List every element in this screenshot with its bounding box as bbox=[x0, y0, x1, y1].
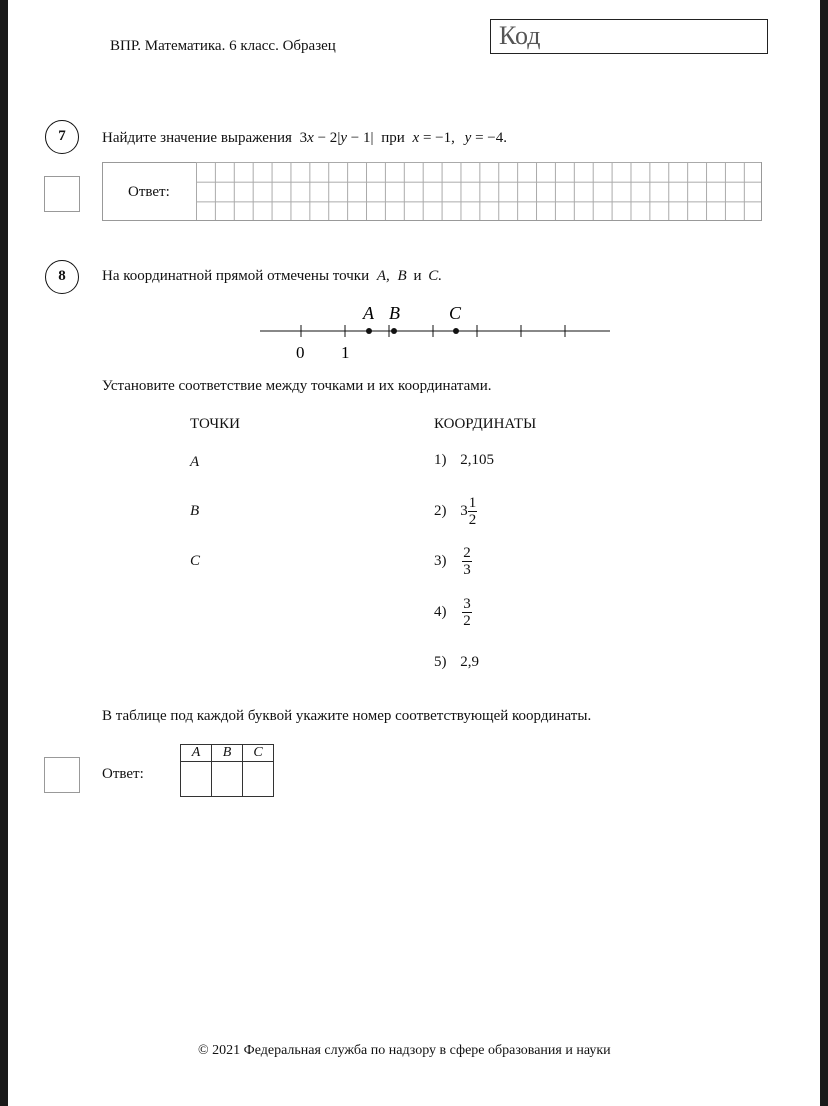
coord-number: 1) bbox=[434, 452, 447, 468]
label-one: 1 bbox=[341, 343, 350, 362]
footer-copyright: © 2021 Федеральная служба по надзору в сфере образования и науки bbox=[198, 1043, 611, 1058]
label-b: B bbox=[389, 303, 400, 323]
q8-point-c: C. bbox=[428, 268, 442, 284]
q7-x-value: = −1, bbox=[419, 130, 455, 146]
answer-cell-b[interactable] bbox=[212, 762, 243, 797]
q8-score-box[interactable] bbox=[44, 757, 80, 793]
q8-answer-table bbox=[180, 744, 274, 797]
point-b-dot bbox=[391, 328, 397, 334]
q8-and: и bbox=[413, 268, 422, 284]
point-item-a: A bbox=[190, 454, 200, 470]
coord-value: 2,105 bbox=[460, 452, 494, 468]
code-field[interactable]: Код bbox=[490, 19, 768, 54]
coord-number: 5) bbox=[434, 654, 447, 670]
answer-cell-a[interactable] bbox=[181, 762, 212, 797]
coord-item-4 bbox=[434, 596, 472, 629]
coord-number: 3) bbox=[434, 553, 447, 569]
q7-answer-label: Ответ: bbox=[128, 184, 170, 200]
expr-part: 3 bbox=[299, 130, 308, 146]
q7-pri: при bbox=[381, 130, 405, 146]
table-header-a: A bbox=[181, 745, 212, 762]
table-header-b: B bbox=[212, 745, 243, 762]
coords-header: КООРДИНАТЫ bbox=[434, 416, 537, 432]
number-line bbox=[248, 298, 618, 368]
expr-part: − 1 bbox=[347, 130, 371, 146]
question-number-8: 8 bbox=[45, 260, 79, 294]
fraction-numerator: 1 bbox=[468, 495, 477, 511]
q8-point-a: A, bbox=[376, 268, 390, 284]
coord-item-3 bbox=[434, 545, 472, 578]
point-item-c: C bbox=[190, 553, 201, 569]
expr-part: | bbox=[370, 130, 374, 146]
fraction-numerator: 2 bbox=[463, 545, 471, 561]
coord-item-1 bbox=[434, 452, 494, 469]
q7-y-var: y bbox=[464, 130, 472, 146]
question-number-7: 7 bbox=[45, 120, 79, 154]
q8-point-b: B bbox=[397, 268, 407, 284]
coord-value: 2,9 bbox=[460, 654, 479, 670]
header-title: ВПР. Математика. 6 класс. Образец bbox=[110, 38, 336, 54]
expr-part: | bbox=[337, 130, 341, 146]
points-header: ТОЧКИ bbox=[190, 416, 241, 432]
question-8-text bbox=[102, 268, 442, 285]
table-header-c: C bbox=[243, 745, 274, 762]
expr-part: y bbox=[340, 130, 347, 146]
label-a: A bbox=[363, 303, 374, 323]
label-zero: 0 bbox=[296, 343, 305, 362]
coord-fraction bbox=[462, 596, 472, 629]
coord-fraction bbox=[468, 495, 478, 528]
coord-number: 4) bbox=[434, 604, 447, 620]
q7-y-value: = −4. bbox=[471, 130, 507, 146]
question-7-text bbox=[102, 130, 507, 147]
worksheet-page bbox=[8, 0, 820, 1106]
coord-fraction bbox=[462, 545, 472, 578]
q7-answer-grid[interactable] bbox=[196, 162, 762, 221]
q8-instruction: Установите соответствие между точками и их координатами. bbox=[102, 378, 492, 394]
q7-score-box[interactable] bbox=[44, 176, 80, 212]
point-item-b: B bbox=[190, 503, 200, 519]
fraction-denominator: 2 bbox=[468, 512, 477, 528]
q8-table-instruction: В таблице под каждой буквой укажите номер соответствующей координаты. bbox=[102, 708, 592, 724]
q7-x-var: x bbox=[412, 130, 420, 146]
fraction-numerator: 3 bbox=[463, 596, 471, 612]
point-c-dot bbox=[453, 328, 459, 334]
answer-cell-c[interactable] bbox=[243, 762, 274, 797]
expr-part: − 2 bbox=[313, 130, 338, 146]
coord-item-2 bbox=[434, 495, 477, 528]
coord-whole: 3 bbox=[460, 503, 468, 519]
q7-prompt: Найдите значение выражения bbox=[102, 130, 292, 146]
expr-part: x bbox=[307, 130, 314, 146]
q8-answer-label: Ответ: bbox=[102, 766, 144, 782]
q7-expression bbox=[300, 130, 374, 146]
fraction-denominator: 2 bbox=[463, 613, 471, 629]
fraction-denominator: 3 bbox=[463, 562, 471, 578]
point-a-dot bbox=[366, 328, 372, 334]
coord-number: 2) bbox=[434, 503, 447, 519]
coord-item-5 bbox=[434, 654, 479, 671]
q8-prompt: На координатной прямой отмечены точки bbox=[102, 268, 370, 284]
label-c: C bbox=[449, 303, 462, 323]
